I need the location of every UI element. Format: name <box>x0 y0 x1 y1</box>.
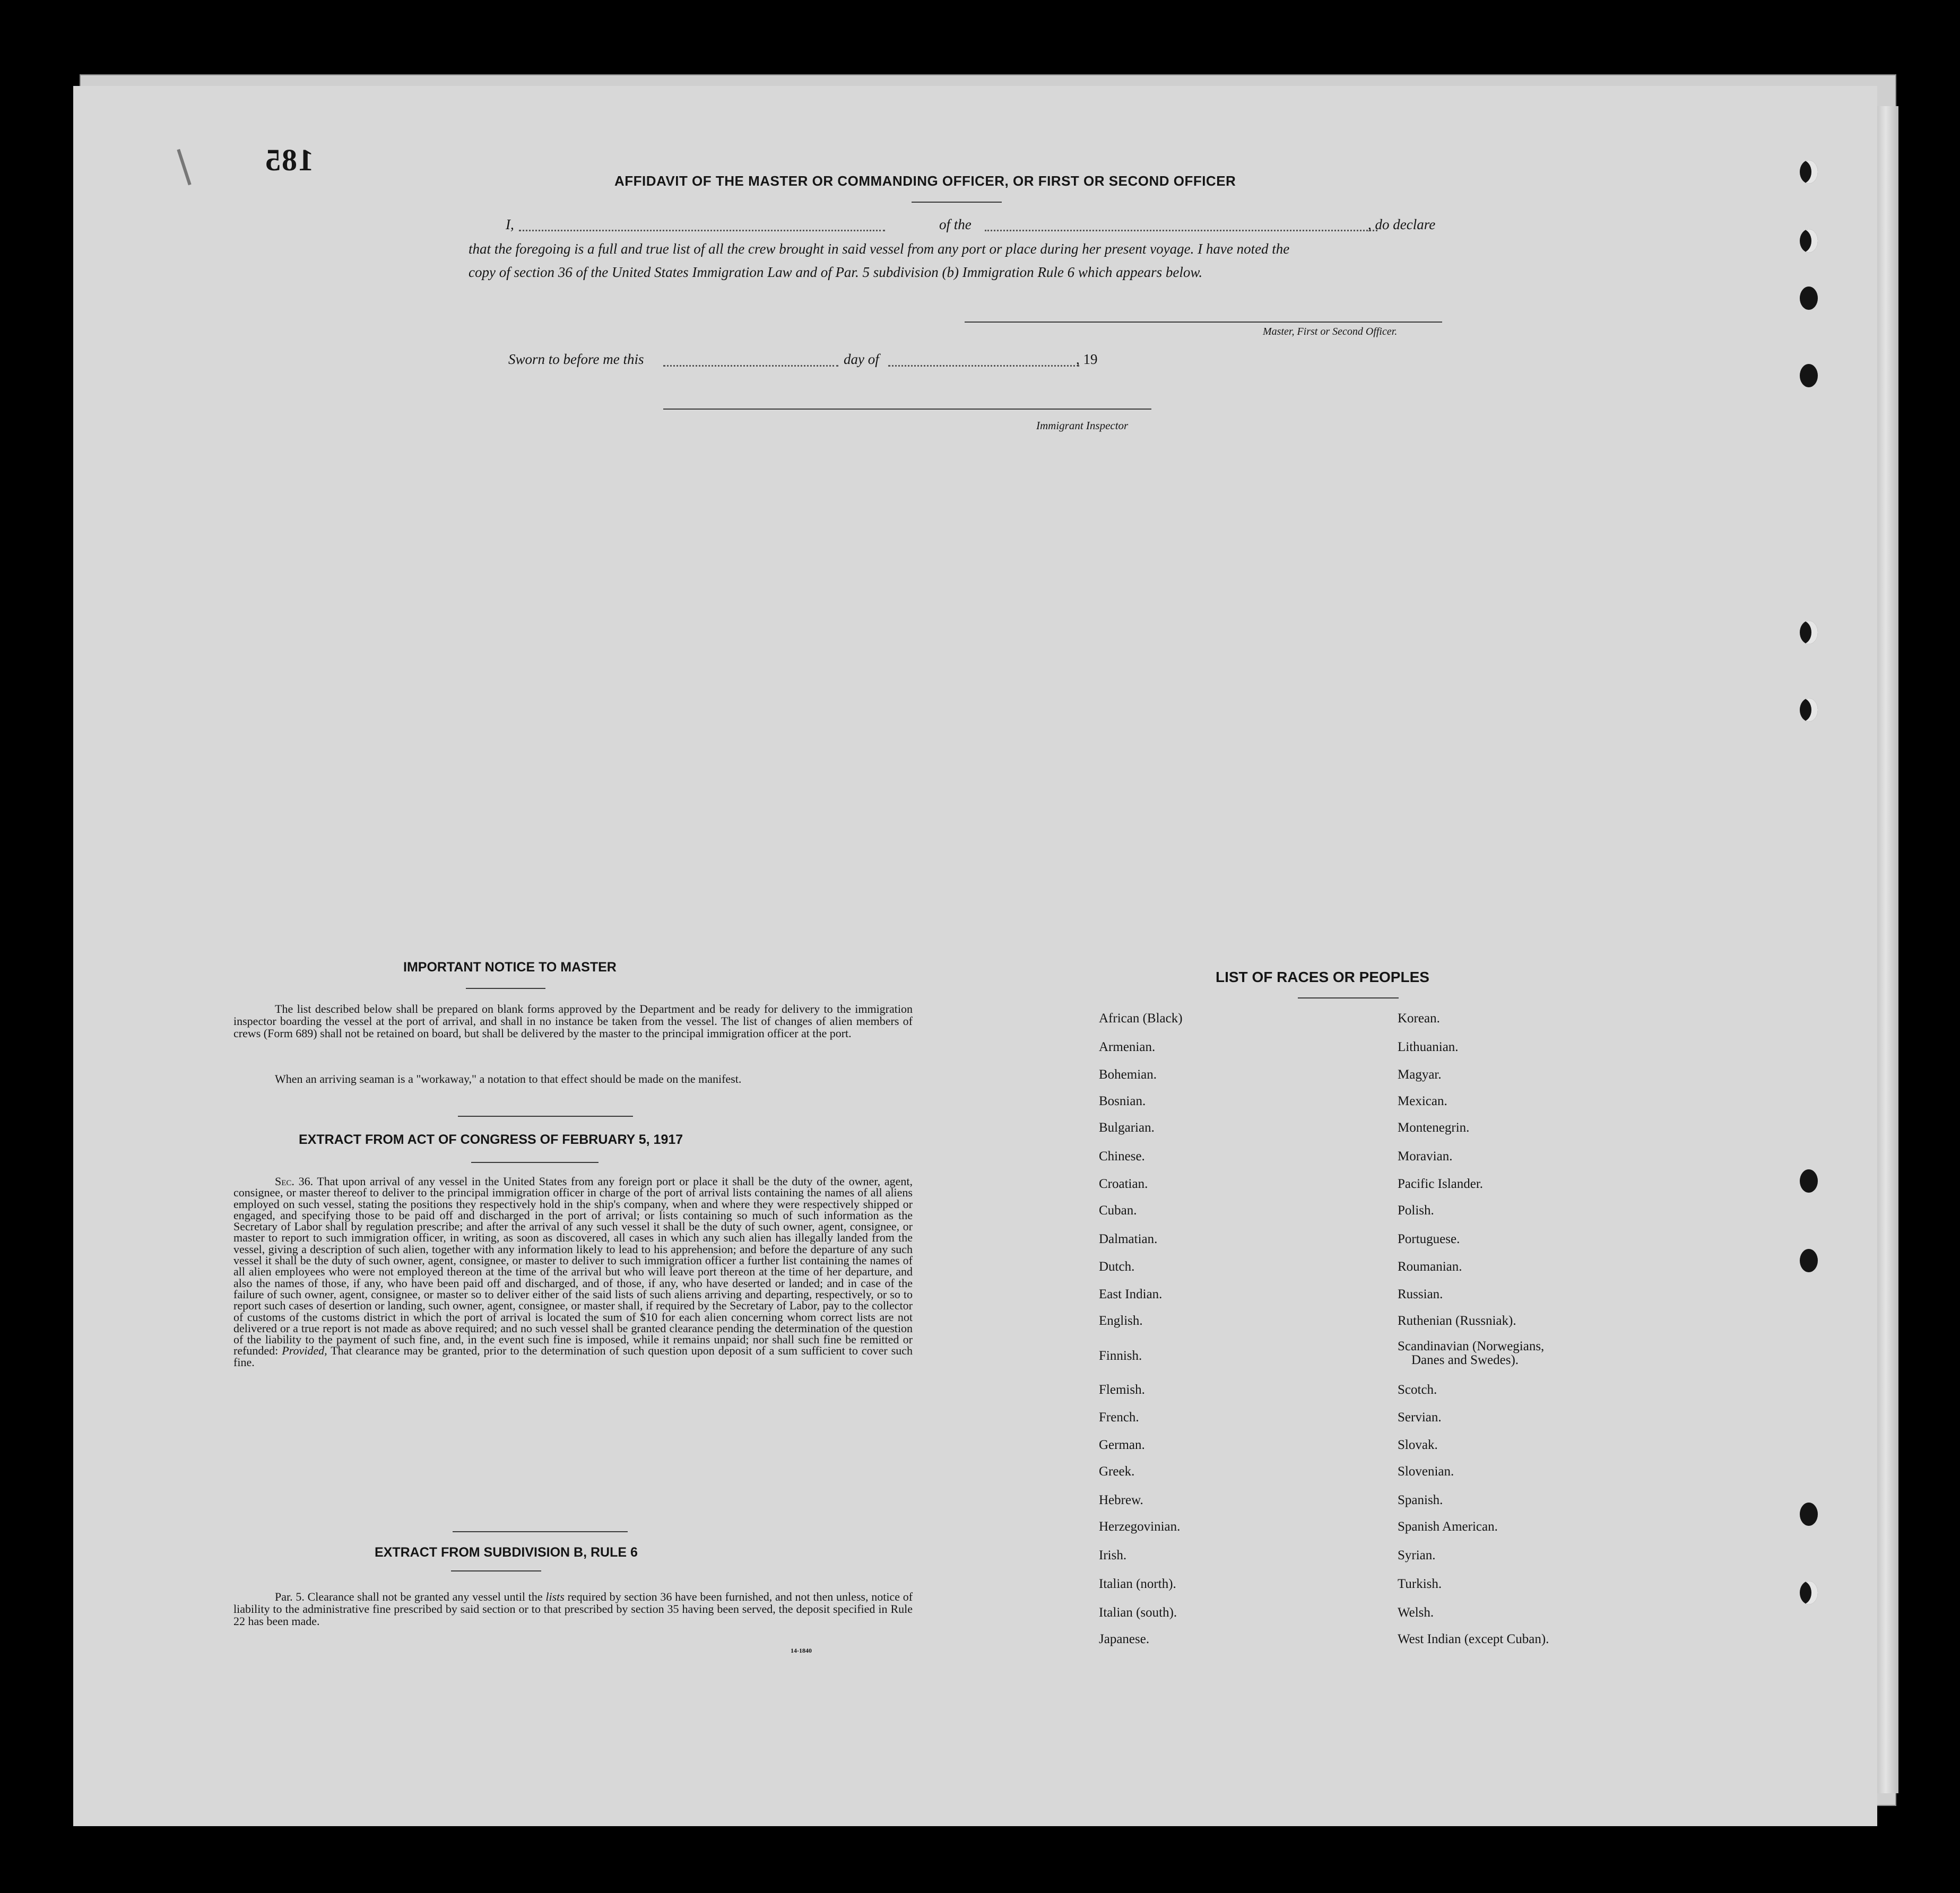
race-item: Magyar. <box>1398 1067 1442 1082</box>
race-item: Scandinavian (Norwegians, <box>1398 1339 1545 1353</box>
race-item: Mexican. <box>1398 1094 1447 1108</box>
sworn-year: , 19 <box>1076 351 1098 367</box>
race-item: Croatian. <box>1099 1177 1148 1191</box>
form-number: 14-1840 <box>791 1647 812 1654</box>
binder-hole-icon <box>1800 1169 1818 1193</box>
race-item: Herzegovinian. <box>1099 1519 1181 1534</box>
race-item: Scotch. <box>1398 1383 1437 1397</box>
race-item: Hebrew. <box>1099 1493 1143 1507</box>
race-item: Bohemian. <box>1099 1067 1157 1082</box>
act-extract-body <box>233 1176 913 1368</box>
binder-hole-icon <box>1800 160 1818 184</box>
notice-para1: The list described below shall be prepared on blank forms approved by the Department and be ready for delivery to the immigration inspector boarding the vessel at the port of arrival, and shall in no instance be taken from the vessel. The list of changes of alien members of crews (Form 689) shall not be retained on board, but shall be delivered by the master to the principal immigration officer at the port. <box>233 1002 913 1040</box>
pencil-mark <box>177 149 191 185</box>
binder-hole-icon <box>1800 364 1818 387</box>
sec-body: That upon arrival of any vessel in the United States from any foreign port or place it shall be the duty of the owner, agent, consignee, or master thereof to deliver to the principal immigration officer in charge of the port of arrival lists containing the names of all aliens employed on such vessel, stating the positions they respectively hold in the ship's company, when and where they were respectively shipped or engaged, and specifying those to be paid off and discharged in the port of arrival; or lists containing so much of such information as the Secretary of Labor shall by regulation prescribe; and after the arrival of any such vessel it shall be the duty of such owner, agent, consignee, or master to report to such immigration officer, in writing, as soon as discovered, all cases in which any such alien has illegally landed from the vessel, giving a description of such alien, together with any information likely to lead to his apprehension; and before the departure of any such vessel it shall be the duty of such owner, agent, consignee, or master to deliver to such immigration officer a further list containing the names of all alien employees who were not employed thereon at the time of the arrival but who will leave port thereon at the time of her departure, and also the names of those, if any, who have been paid off and discharged, and of those, if any, who have deserted or landed; and in case of the failure of such owner, agent, consignee, or master so to deliver either of the said lists of such aliens arriving and departing, respectively, or so to report such cases of desertion or landing, such owner, agent, consignee, or master shall, if required by the Secretary of Labor, pay to the collector of customs of the customs district in which the port of arrival is located the sum of $10 for each alien concerning whom correct lists are not delivered or a true report is not made as above required; and no such vessel shall be granted clearance pending the determination of the question of the liability to the payment of such fine, and, in the event such fine is imposed, while it remains unpaid; nor shall such fine be remitted or refunded: <box>233 1175 913 1358</box>
race-item: English. <box>1099 1314 1143 1328</box>
sec-tail: That clearance may be granted, prior to the determination of such question upon deposit of a sum sufficient to cover such fine. <box>233 1344 913 1369</box>
sworn-day-blank[interactable] <box>663 365 838 367</box>
race-item: Bulgarian. <box>1099 1121 1155 1135</box>
race-item: Irish. <box>1099 1548 1127 1562</box>
affidavit-i: I, <box>506 216 514 232</box>
race-item: Spanish. <box>1398 1493 1443 1507</box>
race-item: Bosnian. <box>1099 1094 1146 1108</box>
act-extract-title: EXTRACT FROM ACT OF CONGRESS OF FEBRUARY 5, 1917 <box>299 1132 683 1147</box>
master-signature-line[interactable] <box>965 322 1442 323</box>
rule-lists: lists <box>545 1590 565 1603</box>
race-item: Polish. <box>1398 1203 1434 1218</box>
race-item: French. <box>1099 1410 1139 1425</box>
race-item: Slovenian. <box>1398 1464 1454 1479</box>
race-item: Russian. <box>1398 1287 1443 1301</box>
act-extract-end-rule <box>453 1531 628 1532</box>
binder-hole-icon <box>1800 1503 1818 1526</box>
notice-end-rule <box>458 1116 633 1117</box>
race-item: Chinese. <box>1099 1149 1145 1163</box>
race-item: Dalmatian. <box>1099 1232 1158 1246</box>
race-item: Portuguese. <box>1398 1232 1460 1246</box>
race-item: Turkish. <box>1398 1577 1442 1591</box>
race-item: Finnish. <box>1099 1349 1142 1363</box>
affidavit-title-rule <box>912 202 1002 203</box>
race-item-continuation: Danes and Swedes). <box>1411 1353 1519 1367</box>
affidavit-vessel-blank[interactable] <box>985 230 1377 231</box>
rule-body-b: required by section 36 have been furnished, and not then unless, notice of liability to the administrative fine prescribed by said section or to that prescribed by section 35 having been served, the deposit specified in Rule 22 has been made. <box>233 1590 913 1628</box>
rule-extract-body <box>233 1591 913 1627</box>
sec-label: Sec. 36. <box>275 1175 314 1188</box>
races-title-rule <box>1298 997 1399 998</box>
race-item: Syrian. <box>1398 1548 1436 1562</box>
affidavit-of-the: of the <box>939 216 972 232</box>
race-item: Cuban. <box>1099 1203 1137 1218</box>
race-item: Korean. <box>1398 1011 1440 1026</box>
binder-hole-icon <box>1800 286 1818 310</box>
binder-hole-icon <box>1800 229 1818 253</box>
binder-hole-icon <box>1800 621 1818 644</box>
race-item: Dutch. <box>1099 1260 1135 1274</box>
race-item: Roumanian. <box>1398 1260 1462 1274</box>
affidavit-name-blank[interactable] <box>519 230 885 231</box>
inspector-signature-label: Immigrant Inspector <box>1036 419 1129 432</box>
rule-extract-title: EXTRACT FROM SUBDIVISION B, RULE 6 <box>375 1545 638 1560</box>
race-item: Pacific Islander. <box>1398 1177 1484 1191</box>
race-item: Moravian. <box>1398 1149 1453 1163</box>
act-extract-rule <box>471 1162 599 1163</box>
binder-hole-icon <box>1800 698 1818 722</box>
rule-extract-rule <box>451 1570 541 1571</box>
race-item: Servian. <box>1398 1410 1442 1425</box>
sec-provided: Provided, <box>282 1344 327 1358</box>
race-item: Spanish American. <box>1398 1519 1498 1534</box>
race-item: German. <box>1099 1438 1145 1452</box>
race-item: Italian (north). <box>1099 1577 1176 1591</box>
notice-title-rule <box>466 988 545 989</box>
binder-hole-icon <box>1800 1581 1818 1604</box>
sworn-prefix: Sworn to before me this <box>508 351 644 367</box>
binder-hole-icon <box>1800 1249 1818 1272</box>
affidavit-line3: copy of section 36 of the United States Immigration Law and of Par. 5 subdivision (b) Immigration Rule 6 which appears below. <box>469 264 1203 280</box>
race-item: Flemish. <box>1099 1383 1145 1397</box>
page-mark: 185 <box>264 143 314 177</box>
race-item: West Indian (except Cuban). <box>1398 1632 1549 1646</box>
race-item: Slovak. <box>1398 1438 1438 1452</box>
page-edge-strip <box>1877 106 1898 1793</box>
master-signature-label: Master, First or Second Officer. <box>1263 326 1398 337</box>
race-item: Japanese. <box>1099 1632 1150 1646</box>
document-page <box>73 86 1877 1826</box>
race-item: Greek. <box>1099 1464 1135 1479</box>
race-item: Italian (south). <box>1099 1605 1177 1620</box>
race-item: Lithuanian. <box>1398 1040 1459 1054</box>
sworn-day-of: day of <box>844 351 879 367</box>
affidavit-do-declare: , do declare <box>1368 216 1436 232</box>
race-item: Welsh. <box>1398 1605 1434 1620</box>
race-item: Montenegrin. <box>1398 1121 1470 1135</box>
notice-title: IMPORTANT NOTICE TO MASTER <box>403 960 617 975</box>
affidavit-line2: that the foregoing is a full and true list of all the crew brought in said vessel from any port or place during her present voyage. I have noted the <box>469 241 1290 257</box>
race-item: Ruthenian (Russniak). <box>1398 1314 1516 1328</box>
race-item: African (Black) <box>1099 1011 1183 1026</box>
affidavit-title: AFFIDAVIT OF THE MASTER OR COMMANDING OFFICER, OR FIRST OR SECOND OFFICER <box>614 173 1236 189</box>
inspector-signature-line[interactable] <box>663 409 1151 410</box>
race-item: East Indian. <box>1099 1287 1163 1301</box>
race-item: Armenian. <box>1099 1040 1156 1054</box>
sworn-month-blank[interactable] <box>888 365 1079 367</box>
races-title: LIST OF RACES OR PEOPLES <box>1216 969 1429 985</box>
rule-body-a: Par. 5. Clearance shall not be granted any vessel until the <box>275 1590 543 1603</box>
notice-para2: When an arriving seaman is a "workaway," a notation to that effect should be made on the manifest. <box>275 1072 742 1086</box>
